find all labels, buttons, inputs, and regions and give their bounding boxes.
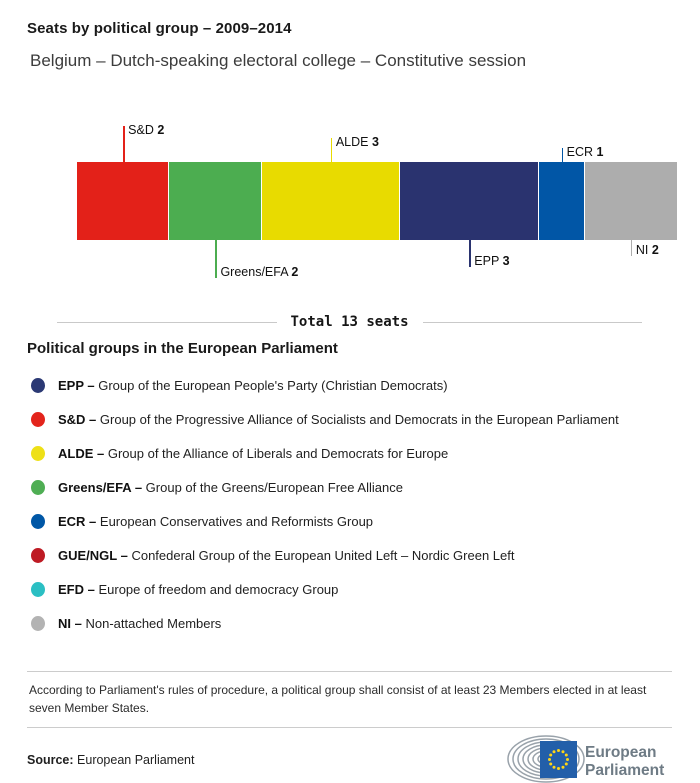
legend-item-gue-ngl <box>27 538 672 572</box>
bar-segment-s-d <box>77 162 169 240</box>
callout-seat-count: 2 <box>651 243 659 257</box>
callout-label-epp <box>474 254 509 268</box>
legend-label: Greens/EFA – Group of the Greens/European Free Alliance <box>58 479 403 495</box>
legend-dot-efd <box>31 582 45 597</box>
legend-label: EPP – Group of the European People's Party (Christian Democrats) <box>58 377 448 393</box>
legend-item-s-d <box>27 402 672 436</box>
legend-item-ecr <box>27 504 672 538</box>
callout-tick-s-d <box>123 126 125 162</box>
callout-group-name: ECR <box>566 145 597 159</box>
legend-dot-s-d <box>31 412 45 427</box>
legend-item-epp <box>27 368 672 402</box>
callout-group-name: NI <box>635 243 652 257</box>
logo-text-line2: Parliament <box>585 762 665 779</box>
callout-tick-ni <box>631 240 633 256</box>
callout-tick-ecr <box>562 148 564 162</box>
legend-dot-alde <box>31 446 45 461</box>
legend-dot-greens-efa <box>31 480 45 495</box>
callout-label-greens-efa <box>220 265 298 279</box>
callout-label-alde <box>336 135 379 149</box>
legend-item-efd <box>27 572 672 606</box>
legend-item-greens-efa <box>27 470 672 504</box>
callout-group-name: Greens/EFA <box>220 265 292 279</box>
bar-segment-ecr <box>539 162 585 240</box>
legend-label: ALDE – Group of the Alliance of Liberals and Democrats for Europe <box>58 445 449 461</box>
bar-segment-epp <box>400 162 538 240</box>
legend-label: ECR – European Conservatives and Reformists Group <box>58 513 374 529</box>
footnote-box <box>27 671 672 728</box>
callout-tick-greens-efa <box>215 240 217 278</box>
legend-dot-gue-ngl <box>31 548 45 563</box>
callout-label-ni <box>636 243 659 257</box>
callout-label-s-d <box>128 123 164 137</box>
legend-dot-ni <box>31 616 45 631</box>
footnote-text: According to Parliament's rules of procedure, a political group shall consist of at least 23 Members elected in at least seven Member States. <box>29 683 647 715</box>
divider-rule-left <box>57 322 277 323</box>
logo-text-line1: European <box>585 744 657 761</box>
source-label: Source: <box>27 753 74 767</box>
total-divider <box>57 314 642 330</box>
legend-label: S&D – Group of the Progressive Alliance of Socialists and Democrats in the European Parliament <box>58 411 619 427</box>
page-subtitle: Belgium – Dutch-speaking electoral college – Constitutive session <box>30 51 527 70</box>
callout-tick-epp <box>469 240 471 267</box>
callout-seat-count: 3 <box>502 254 510 268</box>
chart-canvas <box>27 110 672 300</box>
callout-group-name: EPP <box>474 254 503 268</box>
european-parliament-logo <box>505 734 672 783</box>
divider-rule-right <box>423 322 643 323</box>
source-text <box>27 753 194 767</box>
legend-heading: Political groups in the European Parliament <box>27 340 338 357</box>
callout-group-name: S&D <box>128 123 158 137</box>
legend-list <box>27 368 672 640</box>
bar-segment-ni <box>585 162 677 240</box>
legend-label: NI – Non-attached Members <box>58 615 222 631</box>
callout-label-ecr <box>567 145 604 159</box>
callout-seat-count: 3 <box>371 135 379 149</box>
callout-seat-count: 1 <box>596 145 604 159</box>
bar-segment-alde <box>262 162 400 240</box>
legend-dot-ecr <box>31 514 45 529</box>
eu-flag-square-icon <box>540 741 577 778</box>
page-title: Seats by political group – 2009–2014 <box>27 20 292 37</box>
source-row <box>27 734 672 783</box>
callout-seat-count: 2 <box>157 123 165 137</box>
legend-item-alde <box>27 436 672 470</box>
legend-dot-epp <box>31 378 45 393</box>
total-seats-label: Total 13 seats <box>290 314 409 330</box>
source-value: European Parliament <box>77 753 195 767</box>
callout-tick-alde <box>331 138 333 162</box>
legend-label: EFD – Europe of freedom and democracy Group <box>58 581 339 597</box>
callout-seat-count: 2 <box>291 265 299 279</box>
bar-segment-greens-efa <box>169 162 261 240</box>
callout-group-name: ALDE <box>335 135 372 149</box>
legend-label: GUE/NGL – Confederal Group of the European United Left – Nordic Green Left <box>58 547 515 563</box>
legend-item-ni <box>27 606 672 640</box>
